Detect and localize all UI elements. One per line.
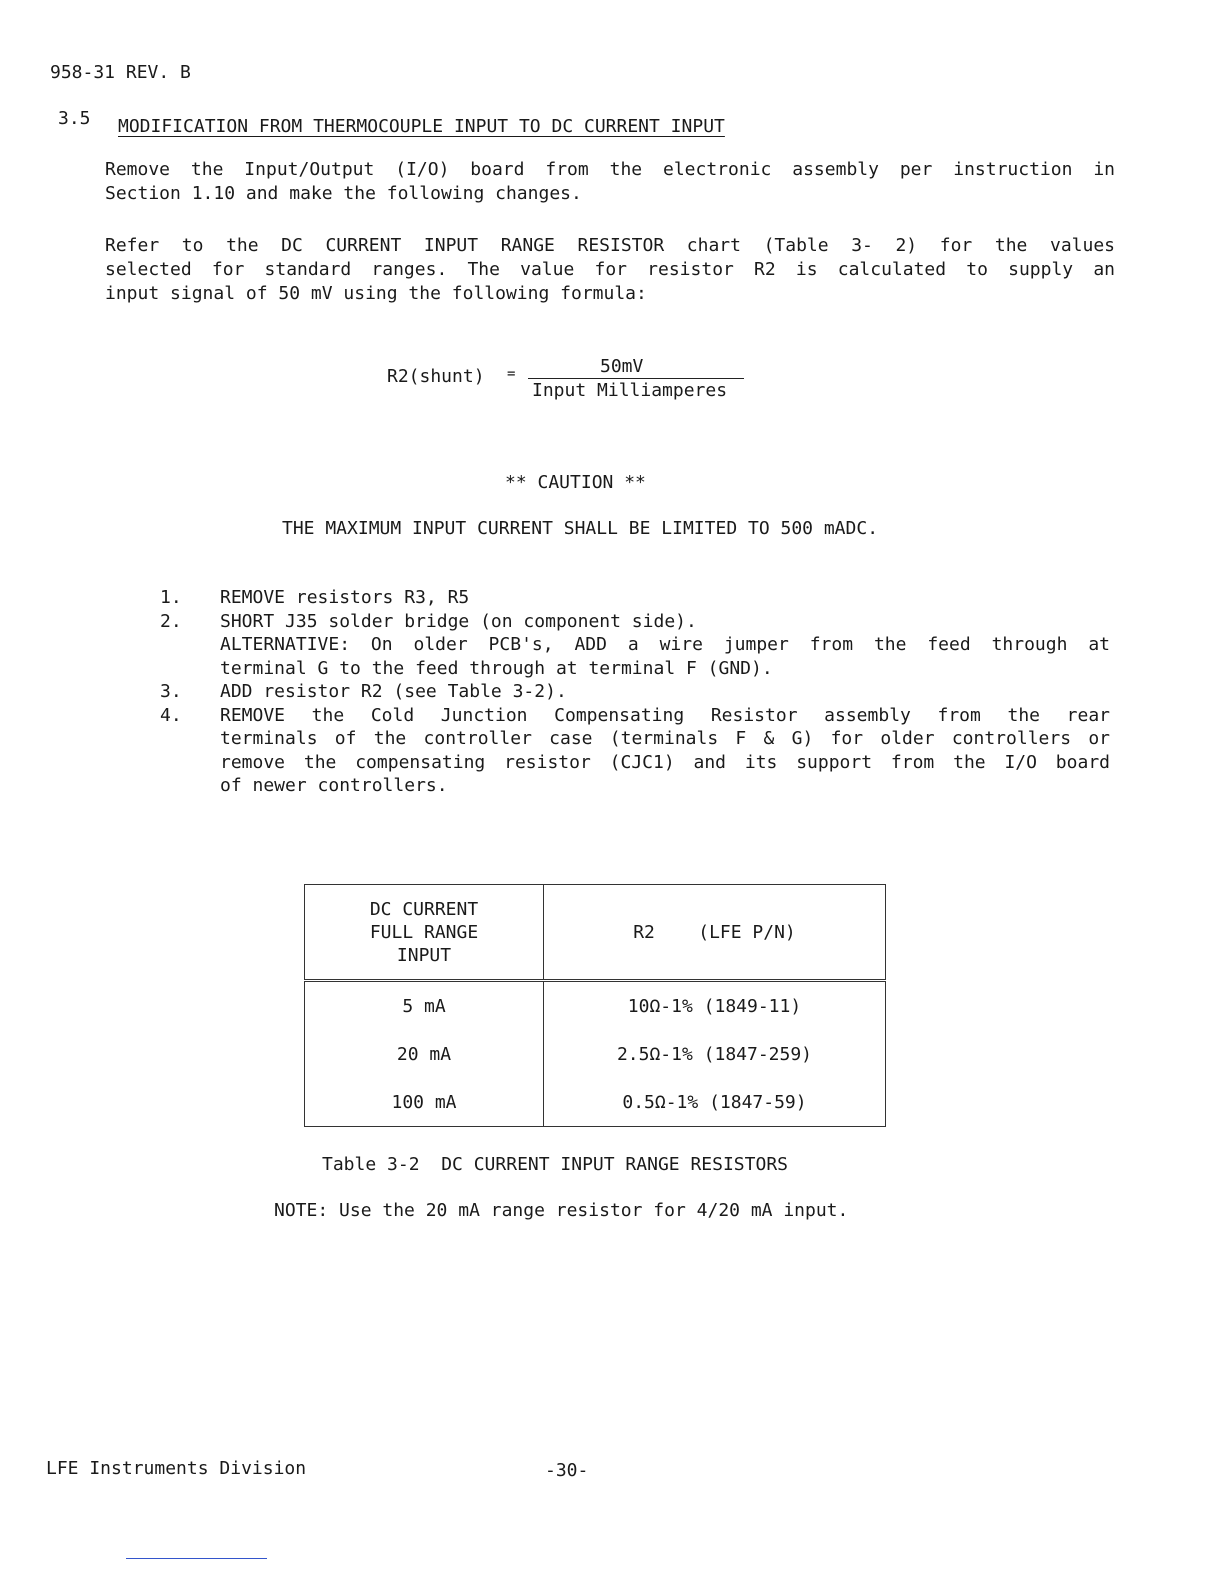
note-text: NOTE: Use the 20 mA range resistor for 4/20 mA input. xyxy=(274,1200,849,1221)
step-line: ALTERNATIVE: On older PCB's, ADD a wire jumper from the feed through at xyxy=(220,634,1110,655)
step-number: 2. xyxy=(160,610,182,632)
table-caption: Table 3-2 DC CURRENT INPUT RANGE RESISTORS xyxy=(322,1154,788,1175)
step-line: terminal G to the feed through at terminal F (GND). xyxy=(220,657,773,679)
step-line: SHORT J35 solder bridge (on component side). xyxy=(220,610,697,632)
list-item xyxy=(160,704,1110,798)
step-line: REMOVE the Cold Junction Compensating Resistor assembly from the rear xyxy=(220,704,1110,726)
paragraph-line: Section 1.10 and make the following changes. xyxy=(105,183,582,204)
table-row xyxy=(305,981,886,1031)
header-line: FULL RANGE xyxy=(369,921,479,943)
list-item xyxy=(160,610,1110,681)
table-header-row xyxy=(305,885,886,981)
step-line: REMOVE resistors R3, R5 xyxy=(220,587,470,608)
reference-paragraph xyxy=(105,234,1115,304)
paragraph-line: Remove the Input/Output (I/O) board from the electronic assembly per instruction in xyxy=(105,159,1115,180)
resistor-cell: 0.5Ω-1% (1847-59) xyxy=(544,1078,886,1127)
formula-numerator: 50mV xyxy=(600,356,644,377)
caution-text: THE MAXIMUM INPUT CURRENT SHALL BE LIMITED TO 500 mADC. xyxy=(282,518,879,539)
document-number: 958-31 REV. B xyxy=(50,62,191,83)
resistor-cell: 2.5Ω-1% (1847-259) xyxy=(544,1030,886,1078)
range-cell: 5 mA xyxy=(305,981,544,1031)
paragraph-line: input signal of 50 mV using the following formula: xyxy=(105,283,647,304)
footer-rule xyxy=(126,1558,267,1559)
formula-denominator: Input Milliamperes xyxy=(532,380,728,401)
intro-paragraph xyxy=(105,158,1115,204)
step-number: 1. xyxy=(160,587,182,608)
page-number: -30- xyxy=(545,1460,589,1481)
table-row xyxy=(305,1078,886,1127)
resistor-table xyxy=(304,884,886,1127)
procedure-steps xyxy=(160,586,1110,798)
step-number: 4. xyxy=(160,704,182,726)
fraction-bar xyxy=(528,378,744,379)
list-item xyxy=(160,586,1110,610)
resistor-cell: 10Ω-1% (1849-11) xyxy=(544,981,886,1031)
formula-equals: = xyxy=(507,366,516,382)
caution-heading: ** CAUTION ** xyxy=(505,472,646,493)
header-line: DC CURRENT xyxy=(369,898,479,920)
header-line: INPUT xyxy=(396,944,452,966)
paragraph-line: selected for standard ranges. The value for resistor R2 is calculated to supply an xyxy=(105,259,1115,280)
section-title: MODIFICATION FROM THERMOCOUPLE INPUT TO DC CURRENT INPUT xyxy=(118,116,725,137)
list-item xyxy=(160,680,1110,704)
step-number: 3. xyxy=(160,681,182,702)
step-line: of newer controllers. xyxy=(220,775,448,796)
range-cell: 100 mA xyxy=(305,1078,544,1127)
range-cell: 20 mA xyxy=(305,1030,544,1078)
header-cell-range xyxy=(305,885,544,981)
header-cell-r2: R2 (LFE P/N) xyxy=(544,885,886,981)
step-line: terminals of the controller case (terminals F & G) for older controllers or xyxy=(220,728,1110,749)
step-line: remove the compensating resistor (CJC1) and its support from the I/O board xyxy=(220,751,1110,773)
footer-company: LFE Instruments Division xyxy=(46,1458,307,1479)
table-row xyxy=(305,1030,886,1078)
formula-lhs: R2(shunt) xyxy=(387,366,485,387)
step-line: ADD resistor R2 (see Table 3-2). xyxy=(220,681,567,702)
section-number: 3.5 xyxy=(58,108,91,129)
paragraph-line: Refer to the DC CURRENT INPUT RANGE RESISTOR chart (Table 3- 2) for the values xyxy=(105,235,1115,256)
